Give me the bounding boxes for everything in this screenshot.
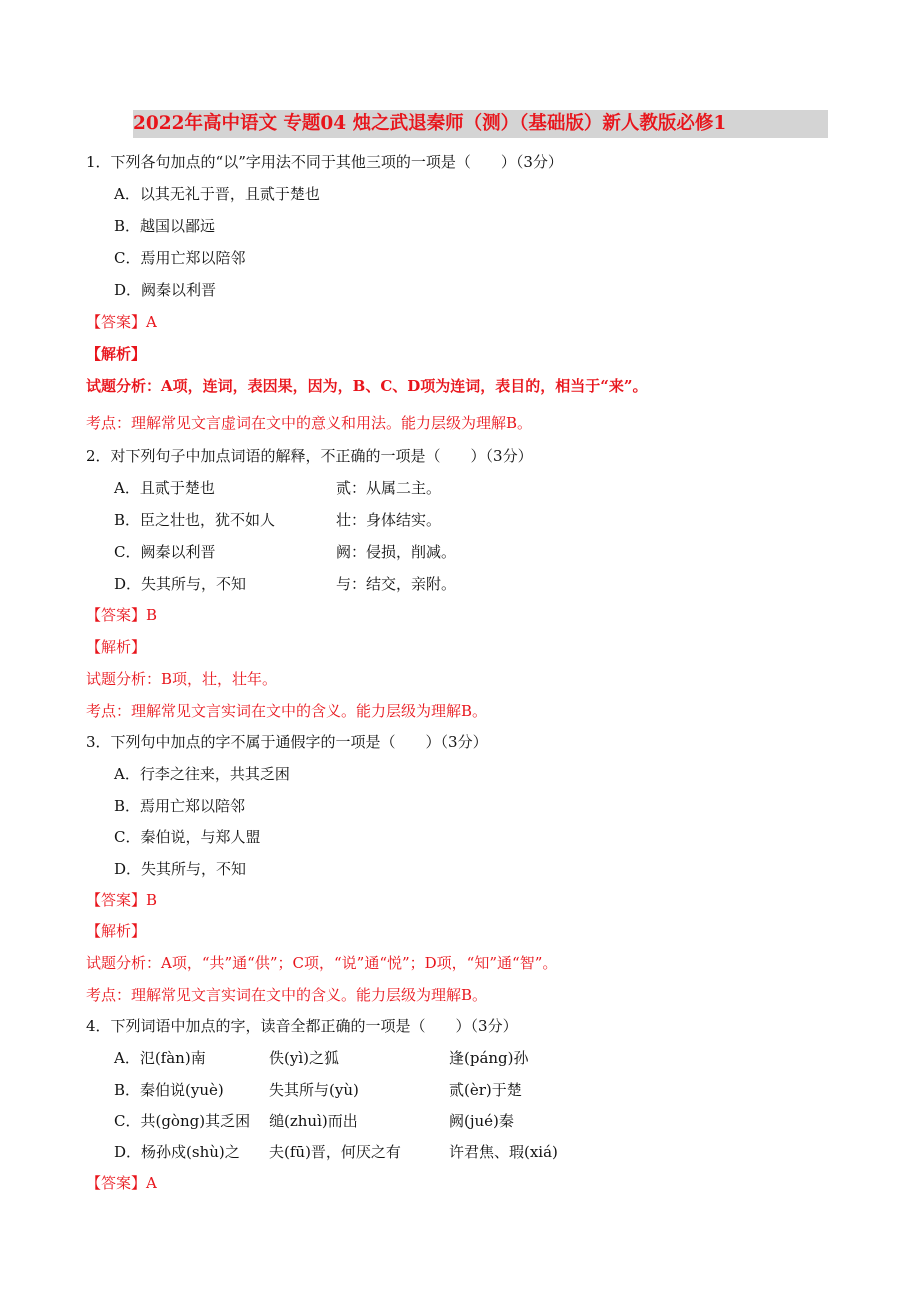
option-word-3: 贰(èr)于楚 [449,1081,522,1099]
option-word-3: 阙(jué)秦 [449,1112,514,1130]
question-3-option-a: A．行李之往来，共其乏困 [114,765,290,783]
answer-label: 【答案】 [86,1174,147,1192]
question-2-option-c [114,542,814,562]
answer-value: A [146,313,157,331]
option-word-2: 夫(fū)晋，何厌之有 [269,1143,401,1161]
option-text: A．且贰于楚也 [114,479,215,497]
question-4-option-c [114,1111,814,1131]
question-3-analysis-label: 【解析】 [86,922,147,940]
answer-label: 【答案】 [86,606,147,624]
question-4-stem: 4．下列词语中加点的字，读音全都正确的一项是（ ）（3分） [86,1017,518,1035]
question-1-option-a: A．以其无礼于晋，且贰于楚也 [114,185,320,203]
question-3-option-d: D．失其所与，不知 [114,860,247,878]
question-2-answer [86,605,157,625]
option-explanation: 壮：身体结实。 [336,511,442,529]
question-2-analysis: 试题分析：B项，壮，壮年。 [86,670,278,688]
answer-value: B [146,891,158,909]
answer-label: 【答案】 [86,891,147,909]
option-text: B．臣之壮也，犹不如人 [114,511,276,529]
option-word-2: 失其所与(yù) [269,1081,359,1099]
document-title: 2022年高中语文 专题04 烛之武退秦师（测）（基础版）新人教版必修1 [133,110,828,138]
option-word-3: 逢(páng)孙 [449,1049,529,1067]
question-2-option-b [114,510,814,530]
question-4-option-a [114,1048,814,1068]
question-1-answer [86,312,157,332]
question-1-stem: 1．下列各句加点的“以”字用法不同于其他三项的一项是（ ）（3分） [86,153,563,171]
question-3-analysis: 试题分析：A项，“共”通“供”；C项，“说”通“悦”；D项，“知”通“智”。 [86,954,558,972]
question-4-option-b [114,1080,814,1100]
option-word-1: C．共(gòng)其乏困 [114,1112,251,1130]
option-explanation: 贰：从属二主。 [336,479,442,497]
option-explanation: 与：结交，亲附。 [336,575,457,593]
option-word-1: D．杨孙戍(shù)之 [114,1143,240,1161]
question-1-point: 考点：理解常见文言虚词在文中的意义和用法。能力层级为理解B。 [86,414,533,432]
question-1-analysis: 试题分析：A项，连词，表因果，因为，B、C、D项为连词，表目的，相当于“来”。 [86,377,648,395]
answer-label: 【答案】 [86,313,147,331]
question-1-option-c: C．焉用亡郑以陪邻 [114,249,246,267]
option-text: C．阙秦以利晋 [114,543,216,561]
question-1-option-b: B．越国以鄙远 [114,217,216,235]
question-3-stem: 3．下列句中加点的字不属于通假字的一项是（ ）（3分） [86,733,488,751]
question-2-stem: 2．对下列句子中加点词语的解释，不正确的一项是（ ）（3分） [86,447,533,465]
option-text: D．失其所与，不知 [114,575,247,593]
option-word-1: B．秦伯说(yuè) [114,1081,224,1099]
question-1-analysis-label: 【解析】 [86,345,147,363]
question-3-answer [86,890,157,910]
option-word-1: A．氾(fàn)南 [114,1049,206,1067]
question-2-option-a [114,478,814,498]
question-3-point: 考点：理解常见文言实词在文中的含义。能力层级为理解B。 [86,986,488,1004]
question-4-answer [86,1173,157,1193]
question-2-option-d [114,574,814,594]
question-4-option-d [114,1142,814,1162]
question-2-point: 考点：理解常见文言实词在文中的含义。能力层级为理解B。 [86,702,488,720]
option-word-3: 许君焦、瑕(xiá) [449,1143,558,1161]
option-word-2: 佚(yì)之狐 [269,1049,339,1067]
option-word-2: 缒(zhuì)而出 [269,1112,358,1130]
answer-value: A [146,1174,157,1192]
question-2-analysis-label: 【解析】 [86,638,147,656]
question-1-option-d: D．阙秦以利晋 [114,281,217,299]
option-explanation: 阙：侵损，削减。 [336,543,457,561]
question-3-option-b: B．焉用亡郑以陪邻 [114,797,246,815]
question-3-option-c: C．秦伯说，与郑人盟 [114,828,261,846]
answer-value: B [146,606,158,624]
